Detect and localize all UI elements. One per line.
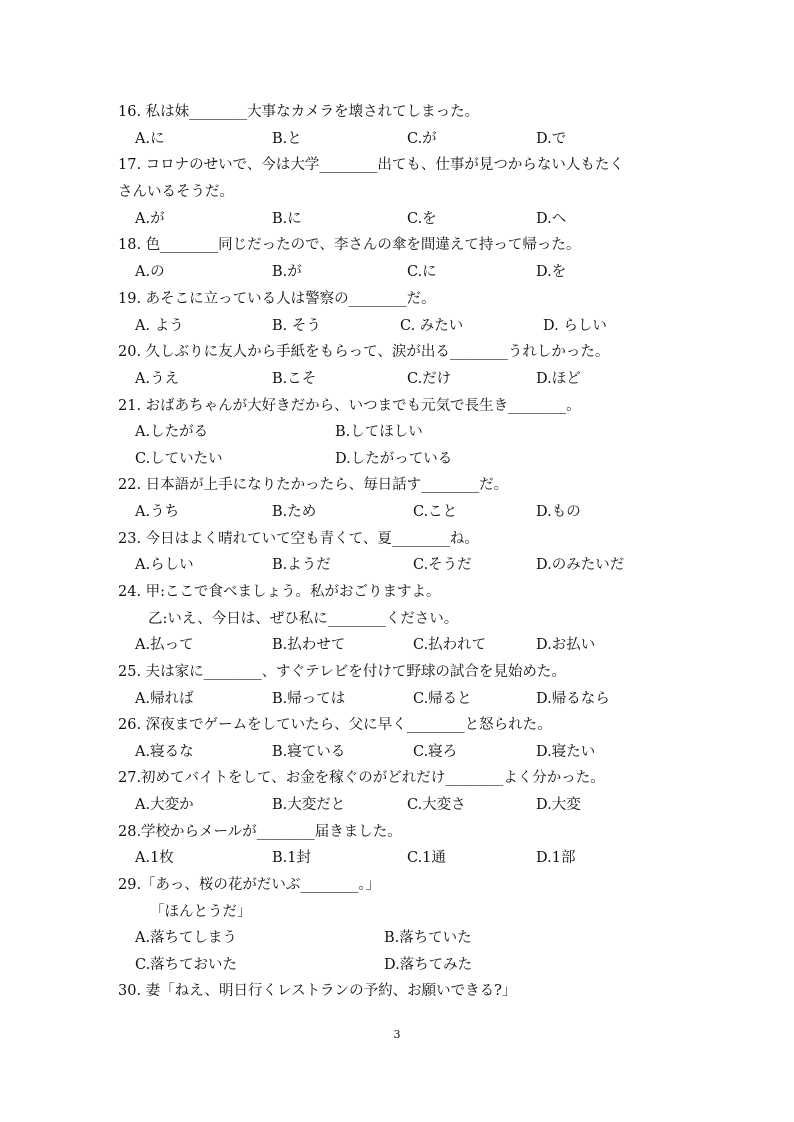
q16-option-a: A.に	[135, 131, 165, 147]
q16-option-d: D.で	[536, 131, 567, 147]
q28-option-d: D.1部	[536, 850, 576, 866]
question-17-continued: さんいるそうだ。	[118, 184, 234, 200]
q28-option-a: A.1枚	[135, 850, 174, 866]
q19-option-d: D. らしい	[543, 318, 607, 334]
q23-option-c: C.そうだ	[413, 557, 472, 573]
q19-option-a: A. よう	[135, 318, 184, 334]
question-24-continued: 乙:いえ、今日は、ぜひ私に________ください。	[148, 611, 459, 627]
question-17: 17. コロナのせいで、今は大学________出ても、仕事が見つからない人もたく	[118, 157, 624, 173]
q27-option-b: B.大変だと	[272, 797, 346, 813]
q26-option-b: B.寝ている	[272, 744, 346, 760]
q23-option-b: B.ようだ	[272, 557, 331, 573]
q20-option-d: D.ほど	[536, 371, 581, 387]
question-20: 20. 久しぶりに友人から手紙をもらって、涙が出る________うれしかった。	[118, 344, 610, 360]
q23-option-d: D.のみたいだ	[536, 557, 625, 573]
q24-option-c: C.払われて	[413, 637, 487, 653]
question-29-continued: 「ほんとうだ」	[150, 904, 252, 920]
q22-option-d: D.もの	[536, 504, 581, 520]
q18-option-a: A.の	[135, 264, 165, 280]
question-21: 21. おばあちゃんが大好きだから、いつまでも元気で長生き________。	[118, 398, 581, 414]
q26-option-c: C.寝ろ	[413, 744, 458, 760]
q25-option-a: A.帰れば	[135, 691, 194, 707]
q22-option-a: A.うち	[135, 504, 180, 520]
q29-option-a: A.落ちてしまう	[135, 930, 237, 946]
q29-option-b: B.落ちていた	[384, 930, 472, 946]
q17-option-c: C.を	[407, 211, 437, 227]
question-27: 27.初めてバイトをして、お金を稼ぐのがどれだけ________よく分かった。	[118, 770, 605, 786]
q17-option-a: A.が	[135, 211, 165, 227]
q27-option-a: A.大変か	[135, 797, 194, 813]
question-26: 26. 深夜までゲームをしていたら、父に早く________と怒られた。	[118, 717, 552, 733]
q25-option-b: B.帰っては	[272, 691, 346, 707]
q26-option-d: D.寝たい	[536, 744, 596, 760]
q16-option-c: C.が	[407, 131, 437, 147]
q23-option-a: A.らしい	[135, 557, 194, 573]
question-28: 28.学校からメールが________届きました。	[118, 824, 402, 840]
q22-option-b: B.ため	[272, 504, 317, 520]
q20-option-b: B.こそ	[272, 371, 317, 387]
q27-option-c: C.大変さ	[407, 797, 466, 813]
q26-option-a: A.寝るな	[135, 744, 194, 760]
question-16: 16. 私は妹________大事なカメラを壊されてしまった。	[118, 104, 480, 120]
page-number: 3	[393, 1028, 401, 1041]
q28-option-b: B.1封	[272, 850, 311, 866]
q28-option-c: C.1通	[407, 850, 446, 866]
question-30: 30. 妻「ねえ、明日行くレストランの予約、お願いできる?」	[118, 983, 517, 999]
q20-option-c: C.だけ	[407, 371, 452, 387]
q18-option-d: D.を	[536, 264, 567, 280]
question-18: 18. 色________同じだったので、李さんの傘を間違えて持って帰った。	[118, 237, 581, 253]
q24-option-d: D.お払い	[536, 637, 596, 653]
q22-option-c: C.こと	[413, 504, 458, 520]
q19-option-c: C. みたい	[400, 318, 464, 334]
q19-option-b: B. そう	[272, 318, 321, 334]
q24-option-a: A.払って	[135, 637, 194, 653]
q17-option-b: B.に	[272, 211, 302, 227]
question-25: 25. 夫は家に________、すぐテレビを付けて野球の試合を見始めた。	[118, 664, 566, 680]
q17-option-d: D.へ	[536, 211, 567, 227]
question-29: 29.「あっ、桜の花がだいぶ________。」	[118, 877, 381, 893]
question-19: 19. あそこに立っている人は警察の________だ。	[118, 291, 436, 307]
q24-option-b: B.払わせて	[272, 637, 346, 653]
q29-option-d: D.落ちてみた	[384, 957, 473, 973]
q21-option-b: B.してほしい	[335, 424, 423, 440]
q18-option-c: C.に	[407, 264, 437, 280]
q25-option-c: C.帰ると	[413, 691, 472, 707]
q29-option-c: C.落ちておいた	[135, 957, 238, 973]
question-23: 23. 今日はよく晴れていて空も青くて、夏________ね。	[118, 531, 479, 547]
q21-option-c: C.していたい	[135, 451, 223, 467]
q16-option-b: B.と	[272, 131, 302, 147]
question-24: 24. 甲:ここで食べましょう。私がおごりますよ。	[118, 584, 441, 600]
q27-option-d: D.大変	[536, 797, 581, 813]
q20-option-a: A.うえ	[135, 371, 180, 387]
question-22: 22. 日本語が上手になりたかったら、毎日話す________だ。	[118, 477, 509, 493]
q21-option-a: A.したがる	[135, 424, 209, 440]
q25-option-d: D.帰るなら	[536, 691, 610, 707]
q21-option-d: D.したがっている	[335, 451, 453, 467]
q18-option-b: B.が	[272, 264, 302, 280]
